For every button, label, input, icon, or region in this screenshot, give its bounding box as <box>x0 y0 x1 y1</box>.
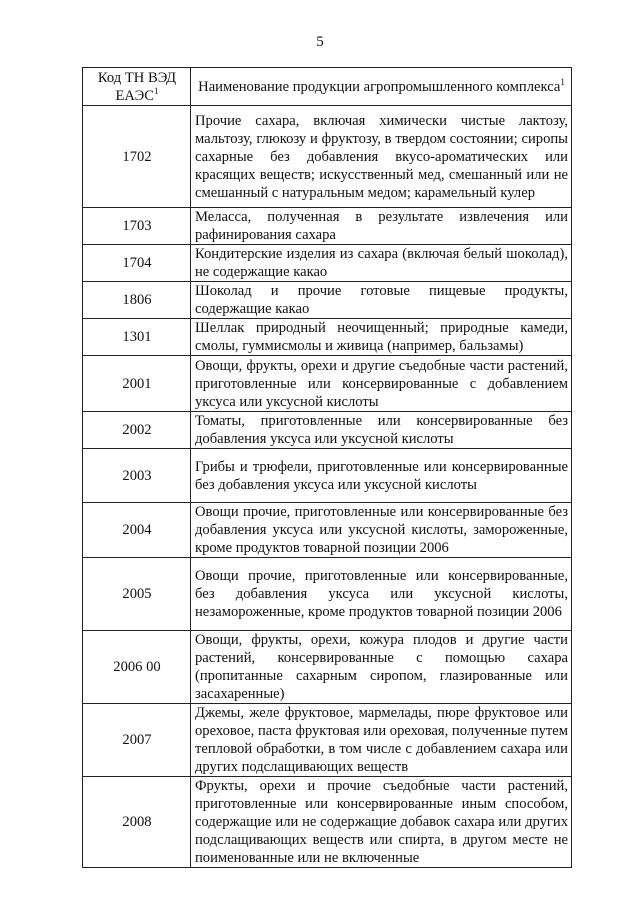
row-code: 2003 <box>83 449 191 503</box>
table-row <box>83 356 572 412</box>
row-code: 1702 <box>83 106 191 208</box>
row-name: Овощи, фрукты, орехи и другие съедобные части растений, приготовленные или консервированные с добавлением уксуса или уксусной кислоты <box>191 356 572 412</box>
table-header-row <box>83 68 572 106</box>
row-name: Овощи прочие, приготовленные или консервированные без добавления уксуса или уксусной кислоты, замороженные, кроме продуктов товарной позиции 2006 <box>191 503 572 558</box>
row-name: Шеллак природный неочищенный; природные камеди, смолы, гуммисмолы и живица (например, бальзамы) <box>191 319 572 356</box>
table-row <box>83 282 572 319</box>
table-row <box>83 412 572 449</box>
table-row <box>83 704 572 777</box>
table-row <box>83 558 572 631</box>
row-name: Джемы, желе фруктовое, мармелады, пюре фруктовое или ореховое, паста фруктовая или ореховая, полученные путем тепловой обработки, в том числе с добавлением сахара или других подслащивающих веществ <box>191 704 572 777</box>
row-code: 2002 <box>83 412 191 449</box>
header-name-footnote: 1 <box>560 76 565 87</box>
row-name: Прочие сахара, включая химически чистые лактозу, мальтозу, глюкозу и фруктозу, в твердом состоянии; сиропы сахарные без добавления вкусо-ароматических или красящих веществ; искусственный мед, смешанный или не смешанный с натуральным медом; карамельный кулер <box>191 106 572 208</box>
row-code: 1704 <box>83 245 191 282</box>
product-code-table <box>82 67 572 868</box>
row-name: Меласса, полученная в результате извлечения или рафинирования сахара <box>191 208 572 245</box>
row-code: 2001 <box>83 356 191 412</box>
header-code-footnote: 1 <box>153 85 159 96</box>
table-row <box>83 777 572 868</box>
table-row <box>83 449 572 503</box>
row-name: Кондитерские изделия из сахара (включая белый шоколад), не содержащие какао <box>191 245 572 282</box>
page-number: 5 <box>316 34 324 50</box>
row-name: Овощи, фрукты, орехи, кожура плодов и другие части растений, консервированные с помощью сахара (пропитанные сахарным сиропом, глазированные или засахаренные) <box>191 631 572 704</box>
table-row <box>83 245 572 282</box>
row-code: 1301 <box>83 319 191 356</box>
table-row <box>83 106 572 208</box>
row-code: 2006 00 <box>83 631 191 704</box>
header-code-label: Код ТН ВЭД ЕАЭС <box>97 69 177 104</box>
row-name: Шоколад и прочие готовые пищевые продукты, содержащие какао <box>191 282 572 319</box>
row-name: Грибы и трюфели, приготовленные или консервированные без добавления уксуса или уксусной кислоты <box>191 449 572 503</box>
row-code: 1806 <box>83 282 191 319</box>
row-code: 2008 <box>83 777 191 868</box>
table-row <box>83 208 572 245</box>
row-name: Овощи прочие, приготовленные или консервированные, без добавления уксуса или уксусной кислоты, незамороженные, кроме продуктов товарной позиции 2006 <box>191 558 572 631</box>
row-name: Фрукты, орехи и прочие съедобные части растений, приготовленные или консервированные иным способом, содержащие или не содержащие добавок сахара или других подслащивающих веществ или спирта, в другом месте не поименованные или не включенные <box>191 777 572 868</box>
header-name <box>191 68 572 106</box>
row-code: 2007 <box>83 704 191 777</box>
table-row <box>83 319 572 356</box>
header-name-label: Наименование продукции агропромышленного комплекса <box>198 78 561 95</box>
row-code: 2004 <box>83 503 191 558</box>
header-code <box>83 68 191 106</box>
row-code: 2005 <box>83 558 191 631</box>
row-code: 1703 <box>83 208 191 245</box>
row-name: Томаты, приготовленные или консервированные без добавления уксуса или уксусной кислоты <box>191 412 572 449</box>
table-row <box>83 503 572 558</box>
table-row <box>83 631 572 704</box>
